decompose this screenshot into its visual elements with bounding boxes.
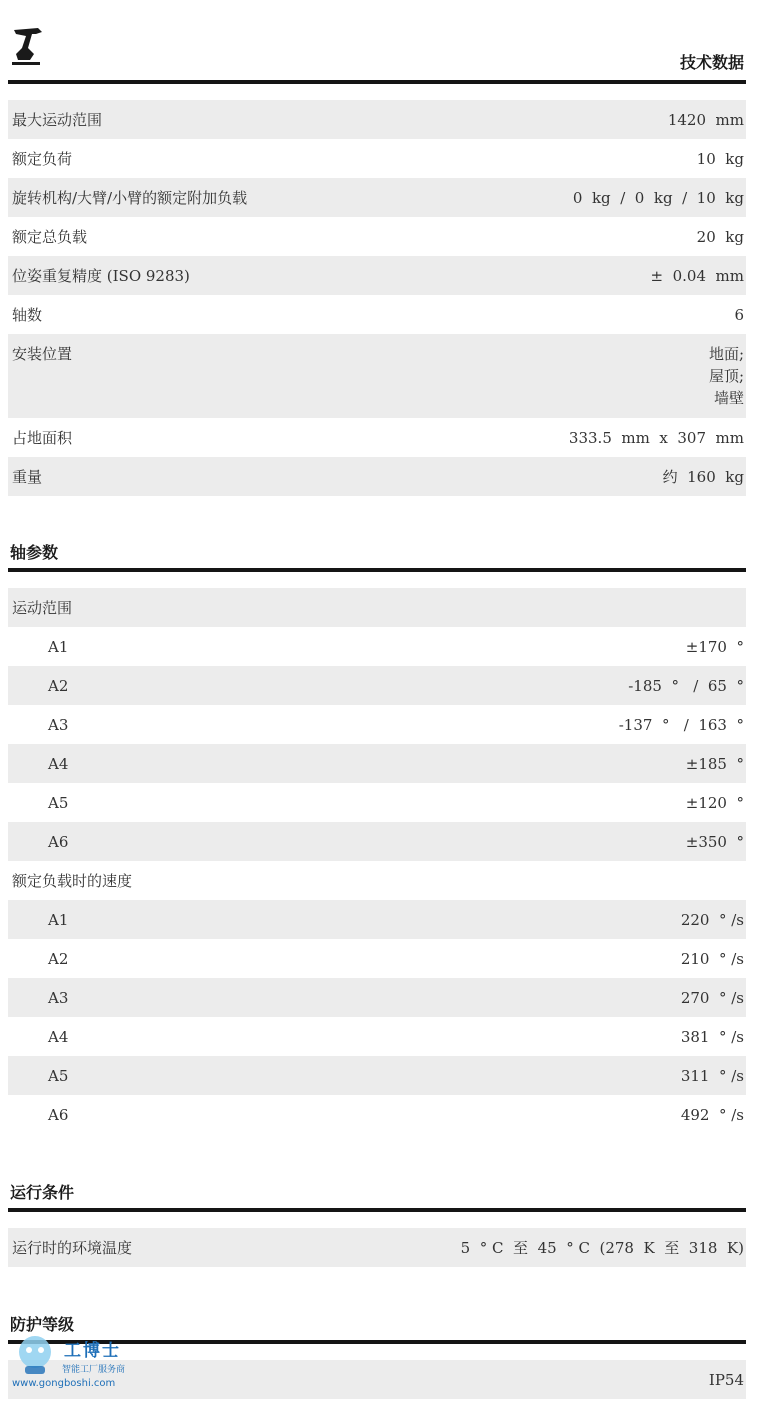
spec-value: 地面; 屋顶; 墙壁 bbox=[708, 345, 744, 407]
operating-table bbox=[8, 1228, 746, 1267]
axis-row bbox=[8, 900, 746, 939]
axis-value: 220 ° /s bbox=[680, 910, 744, 929]
watermark-name: 工博士 bbox=[64, 1341, 121, 1361]
axis-label: A2 bbox=[48, 676, 69, 695]
spec-row bbox=[8, 139, 746, 178]
axis-specs-table bbox=[8, 588, 746, 1134]
axis-row bbox=[8, 783, 746, 822]
spec-label: 位姿重复精度 (ISO 9283) bbox=[12, 267, 190, 285]
spec-value: ± 0.04 mm bbox=[650, 266, 744, 285]
axis-label: A6 bbox=[48, 1105, 69, 1124]
axis-row bbox=[8, 822, 746, 861]
subsection-label: 额定负载时的速度 bbox=[12, 872, 133, 890]
axis-label: A6 bbox=[48, 832, 69, 851]
axis-label: A5 bbox=[48, 1066, 69, 1085]
spec-row bbox=[8, 295, 746, 334]
spec-value: 0 kg / 0 kg / 10 kg bbox=[572, 188, 744, 207]
spec-row bbox=[8, 256, 746, 295]
axis-label: A4 bbox=[48, 754, 69, 773]
spec-label: 额定总负载 bbox=[12, 228, 88, 246]
axis-label: A5 bbox=[48, 793, 69, 812]
spec-label: 额定负荷 bbox=[12, 150, 73, 168]
axis-value: -137 ° / 163 ° bbox=[618, 715, 744, 734]
spec-value: 10 kg bbox=[696, 149, 744, 168]
spec-value: 6 bbox=[734, 305, 744, 324]
general-specs-table bbox=[8, 100, 746, 496]
axis-label: A1 bbox=[48, 910, 69, 929]
divider bbox=[8, 1208, 746, 1212]
spec-value: IP54 bbox=[708, 1370, 744, 1389]
spec-label: 重量 bbox=[12, 468, 43, 486]
spec-value: 约 160 kg bbox=[662, 468, 744, 486]
spec-label: 安装位置 bbox=[12, 345, 73, 363]
spec-row bbox=[8, 418, 746, 457]
section-heading: 防护等级 bbox=[10, 1315, 75, 1334]
watermark-subtitle: 智能工厂服务商 bbox=[62, 1365, 126, 1375]
spec-row bbox=[8, 100, 746, 139]
spec-row bbox=[8, 178, 746, 217]
page-title: 技术数据 bbox=[679, 53, 744, 72]
axis-value: 210 ° /s bbox=[680, 949, 744, 968]
axis-row bbox=[8, 1095, 746, 1134]
spec-label: 旋转机构/大臂/小臂的额定附加负载 bbox=[12, 189, 248, 207]
watermark-url: www.gongboshi.com bbox=[12, 1378, 116, 1389]
axis-value: 381 ° /s bbox=[680, 1027, 744, 1046]
subsection-label: 运动范围 bbox=[12, 599, 73, 617]
axis-value: -185 ° / 65 ° bbox=[628, 676, 744, 695]
axis-row bbox=[8, 744, 746, 783]
axis-label: A3 bbox=[48, 988, 69, 1007]
watermark bbox=[4, 1330, 134, 1404]
spec-value: 5 ° C 至 45 ° C (278 K 至 318 K) bbox=[460, 1239, 744, 1257]
section-heading: 运行条件 bbox=[10, 1183, 75, 1202]
spec-row bbox=[8, 457, 746, 496]
axis-value: 311 ° /s bbox=[680, 1066, 744, 1085]
subsection-row bbox=[8, 588, 746, 627]
spec-row bbox=[8, 217, 746, 256]
section-heading: 轴参数 bbox=[10, 543, 59, 562]
axis-row bbox=[8, 1056, 746, 1095]
spec-label: 占地面积 bbox=[12, 429, 73, 447]
axis-row bbox=[8, 705, 746, 744]
spec-label: 轴数 bbox=[12, 306, 43, 324]
spec-value: 333.5 mm x 307 mm bbox=[568, 428, 744, 447]
spec-label: 运行时的环境温度 bbox=[12, 1239, 133, 1257]
axis-label: A4 bbox=[48, 1027, 69, 1046]
divider bbox=[8, 80, 746, 84]
spec-row bbox=[8, 1228, 746, 1267]
axis-value: ±170 ° bbox=[685, 637, 744, 656]
axis-label: A3 bbox=[48, 715, 69, 734]
axis-value: 270 ° /s bbox=[680, 988, 744, 1007]
robot-arm-logo-icon bbox=[8, 24, 48, 68]
axis-value: ±185 ° bbox=[685, 754, 744, 773]
spec-label: 最大运动范围 bbox=[12, 111, 103, 129]
axis-row bbox=[8, 627, 746, 666]
axis-row bbox=[8, 939, 746, 978]
spec-row bbox=[8, 334, 746, 418]
axis-value: 492 ° /s bbox=[680, 1105, 744, 1124]
axis-label: A2 bbox=[48, 949, 69, 968]
axis-row bbox=[8, 666, 746, 705]
axis-row bbox=[8, 1017, 746, 1056]
spec-value: 20 kg bbox=[696, 227, 744, 246]
mascot-icon bbox=[8, 1332, 62, 1378]
axis-value: ±350 ° bbox=[685, 832, 744, 851]
spec-value: 1420 mm bbox=[667, 110, 744, 129]
axis-label: A1 bbox=[48, 637, 69, 656]
divider bbox=[8, 568, 746, 572]
axis-value: ±120 ° bbox=[685, 793, 744, 812]
axis-row bbox=[8, 978, 746, 1017]
subsection-row bbox=[8, 861, 746, 900]
